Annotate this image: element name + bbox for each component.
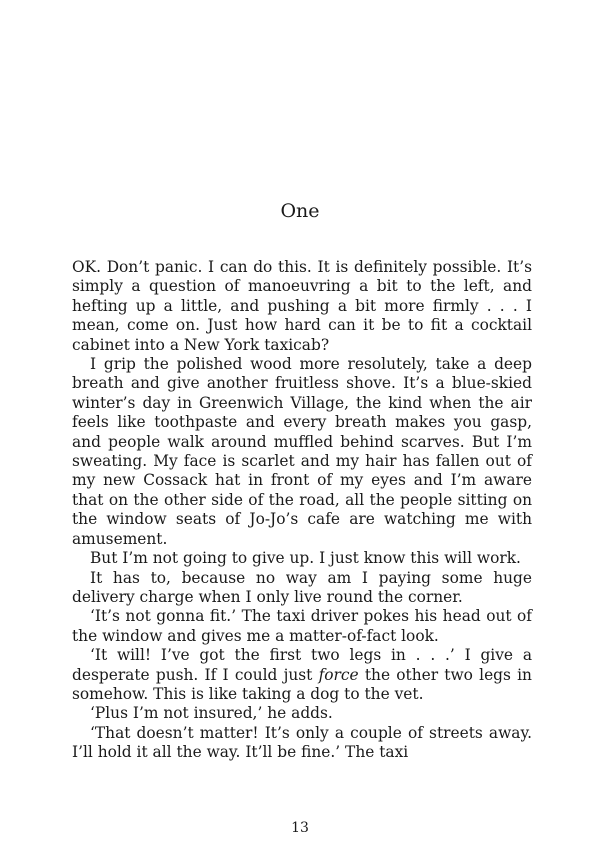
chapter-title: One — [280, 200, 320, 222]
paragraph-4: It has to, because no way am I paying some huge delivery charge when I only live round the corner. — [72, 568, 532, 606]
paragraph-1: OK. Don’t panic. I can do this. It is definitely possible. It’s simply a question of manoeuvring a bit to the left, and hefting up a little, and pushing a bit more firmly . . . I mean, come on. Just how hard can it be to fit a cocktail cabinet into a New York taxicab? — [72, 258, 532, 354]
paragraph-6-text-after: the other two legs in somehow. This is like taking a dog to the vet. — [72, 665, 532, 703]
page-number: 13 — [291, 820, 309, 836]
paragraph-7: ‘Plus I’m not insured,’ he adds. — [90, 704, 333, 723]
paragraph-2: I grip the polished wood more resolutely, take a deep breath and give another fruitless shove. It’s a blue-skied winter’s day in Greenwich Village, the kind when the air feels like toothpaste and every breath makes you gasp, and people walk around muffled behind scarves. But I’m sweating. My face is scarlet and my hair has fallen out of my new Cossack hat in front of my eyes and I’m aware that on the other side of the road, all the people sitting on the window seats of Jo-Jo’s cafe are watching me with amusement. — [72, 355, 532, 548]
paragraph-6-emphasis: force — [318, 665, 359, 684]
paragraph-8: ‘That doesn’t matter! It’s only a couple of streets away. I’ll hold it all the way. It’ll be fine.’ The taxi — [72, 723, 532, 762]
paragraph-5: ‘It’s not gonna fit.’ The taxi driver pokes his head out of the window and gives me a matter-of-fact look. — [72, 607, 532, 645]
paragraph-6 — [72, 646, 532, 704]
paragraph-6-text-before: ‘It will! I’ve got the first two legs in . . .’ I give a desperate push. If I could just — [72, 646, 532, 684]
body-text — [72, 258, 532, 763]
paragraph-3: But I’m not going to give up. I just know this will work. — [90, 549, 521, 568]
